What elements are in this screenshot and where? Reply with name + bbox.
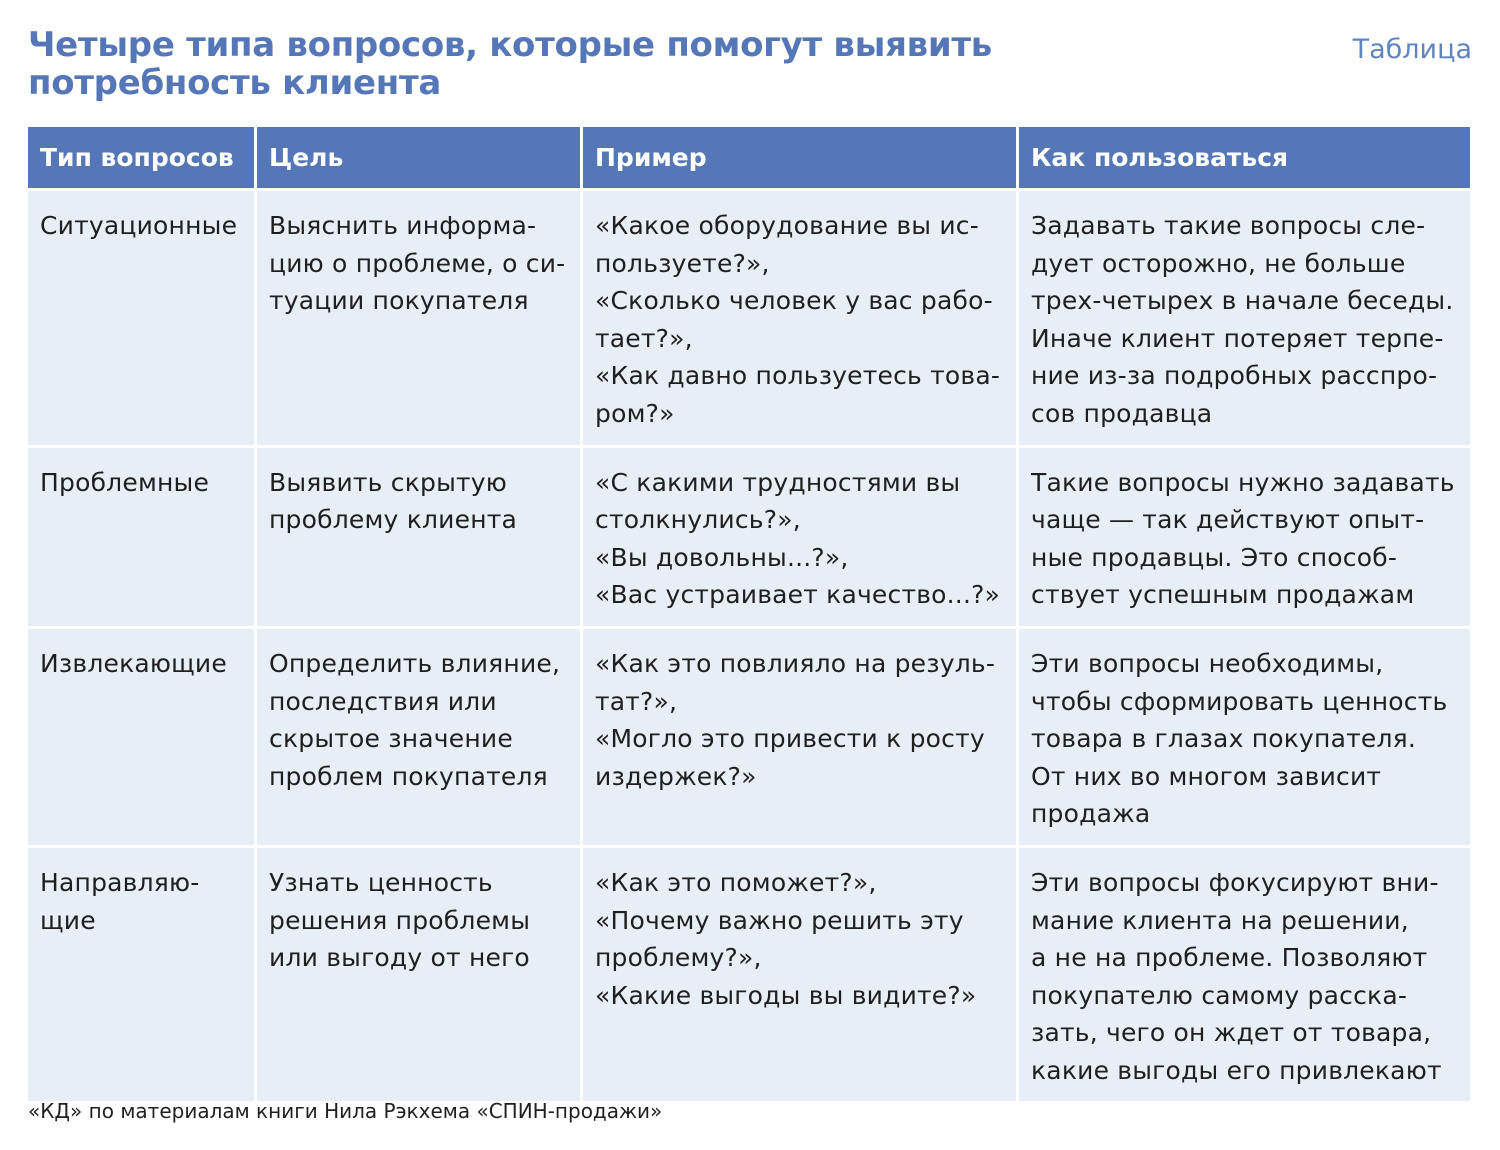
table-cell — [583, 448, 1019, 629]
title-line: Четыре типа вопросов, которые помогут выявить — [28, 25, 992, 65]
column-header: Пример — [583, 127, 1019, 191]
table-cell — [257, 191, 583, 448]
cell-line: столкнулись?», — [595, 505, 801, 535]
cell-line: покупателю самому расска- — [1031, 980, 1408, 1010]
cell-line: Эти вопросы фокусируют вни- — [1031, 867, 1439, 897]
questions-table — [28, 127, 1470, 1101]
cell-line: «Почему важно решить эту — [595, 905, 964, 935]
table-cell — [1019, 448, 1470, 629]
cell-line: «Как это поможет?», — [595, 867, 877, 897]
cell-line: тат?», — [595, 686, 678, 716]
cell-line: Задавать такие вопросы сле- — [1031, 211, 1426, 240]
table-cell — [1019, 848, 1470, 1102]
cell-line: дует осторожно, не больше — [1031, 248, 1406, 278]
cell-line: Иначе клиент потеряет терпе- — [1031, 323, 1444, 353]
table-header-row — [28, 127, 1470, 191]
cell-line: товара в глазах покупателя. — [1031, 724, 1417, 754]
table-label: Таблица — [1352, 34, 1472, 65]
cell-line: решения проблемы — [269, 905, 531, 935]
table-cell — [257, 448, 583, 629]
cell-line: ные продавцы. Это способ- — [1031, 542, 1398, 572]
page-title — [28, 26, 1028, 102]
cell-line: «Сколько человек у вас рабо- — [595, 286, 993, 316]
cell-line: «Вы довольны...?», — [595, 542, 849, 572]
cell-line: Выявить скрытую — [269, 467, 508, 497]
table-row — [28, 848, 1470, 1102]
cell-line: Ситуационные — [40, 211, 238, 240]
cell-line: щие — [40, 905, 96, 935]
cell-line: «Как давно пользуетесь това- — [595, 361, 1001, 391]
cell-line: трех-четырех в начале беседы. — [1031, 286, 1454, 316]
cell-line: Определить влияние, — [269, 648, 561, 678]
table-cell — [28, 629, 257, 848]
table-row — [28, 629, 1470, 848]
cell-line: зать, чего он ждет от товара, — [1031, 1018, 1432, 1048]
table-cell — [257, 848, 583, 1102]
cell-line: От них во многом зависит — [1031, 761, 1382, 791]
cell-line: цию о проблеме, о си- — [269, 248, 566, 278]
cell-line: а не на проблеме. Позволяют — [1031, 943, 1428, 973]
cell-line: Извлекающие — [40, 648, 227, 678]
cell-line: «С какими трудностями вы — [595, 467, 961, 497]
cell-line: чтобы сформировать ценность — [1031, 686, 1448, 716]
cell-line: проблему клиента — [269, 505, 518, 535]
table-row — [28, 191, 1470, 448]
cell-line: ние из-за подробных расспро- — [1031, 361, 1438, 391]
table-cell — [257, 629, 583, 848]
cell-line: «Могло это привести к росту — [595, 724, 985, 754]
cell-line: продажа — [1031, 799, 1151, 829]
cell-line: издержек?» — [595, 761, 757, 791]
column-header: Цель — [257, 127, 583, 191]
cell-line: ствует успешным продажам — [1031, 580, 1415, 610]
table-cell — [583, 848, 1019, 1102]
table-cell — [28, 848, 257, 1102]
cell-line: Узнать ценность — [269, 867, 493, 897]
cell-line: скрытое значение — [269, 724, 513, 754]
cell-line: тает?», — [595, 323, 693, 353]
cell-line: или выгоду от него — [269, 943, 530, 973]
table-cell — [1019, 191, 1470, 448]
table-cell — [1019, 629, 1470, 848]
cell-line: Направляю- — [40, 867, 200, 897]
cell-line: «Какие выгоды вы видите?» — [595, 980, 977, 1010]
cell-line: «Какое оборудование вы ис- — [595, 211, 979, 240]
title-line: потребность клиента — [28, 63, 442, 103]
cell-line: «Как это повлияло на резуль- — [595, 648, 996, 678]
cell-line: Такие вопросы нужно задавать — [1031, 467, 1455, 497]
table-cell — [583, 629, 1019, 848]
cell-line: Проблемные — [40, 467, 210, 497]
cell-line: какие выгоды его привлекают — [1031, 1055, 1442, 1085]
column-header: Как пользоваться — [1019, 127, 1470, 191]
cell-line: проблем покупателя — [269, 761, 548, 791]
cell-line: туации покупателя — [269, 286, 529, 316]
cell-line: Выяснить информа- — [269, 211, 537, 240]
table-row — [28, 448, 1470, 629]
table-cell — [28, 448, 257, 629]
cell-line: чаще — так действуют опыт- — [1031, 505, 1425, 535]
table-cell — [583, 191, 1019, 448]
cell-line: проблему?», — [595, 943, 762, 973]
cell-line: ром?» — [595, 398, 675, 428]
source-note: «КД» по материалам книги Нила Рэкхема «СПИН-продажи» — [28, 1099, 663, 1123]
column-header: Тип вопросов — [28, 127, 257, 191]
cell-line: Эти вопросы необходимы, — [1031, 648, 1384, 678]
cell-line: мание клиента на решении, — [1031, 905, 1409, 935]
cell-line: пользуете?», — [595, 248, 770, 278]
cell-line: «Вас устраивает качество...?» — [595, 580, 1001, 610]
cell-line: последствия или — [269, 686, 497, 716]
table-cell — [28, 191, 257, 448]
cell-line: сов продавца — [1031, 398, 1213, 428]
